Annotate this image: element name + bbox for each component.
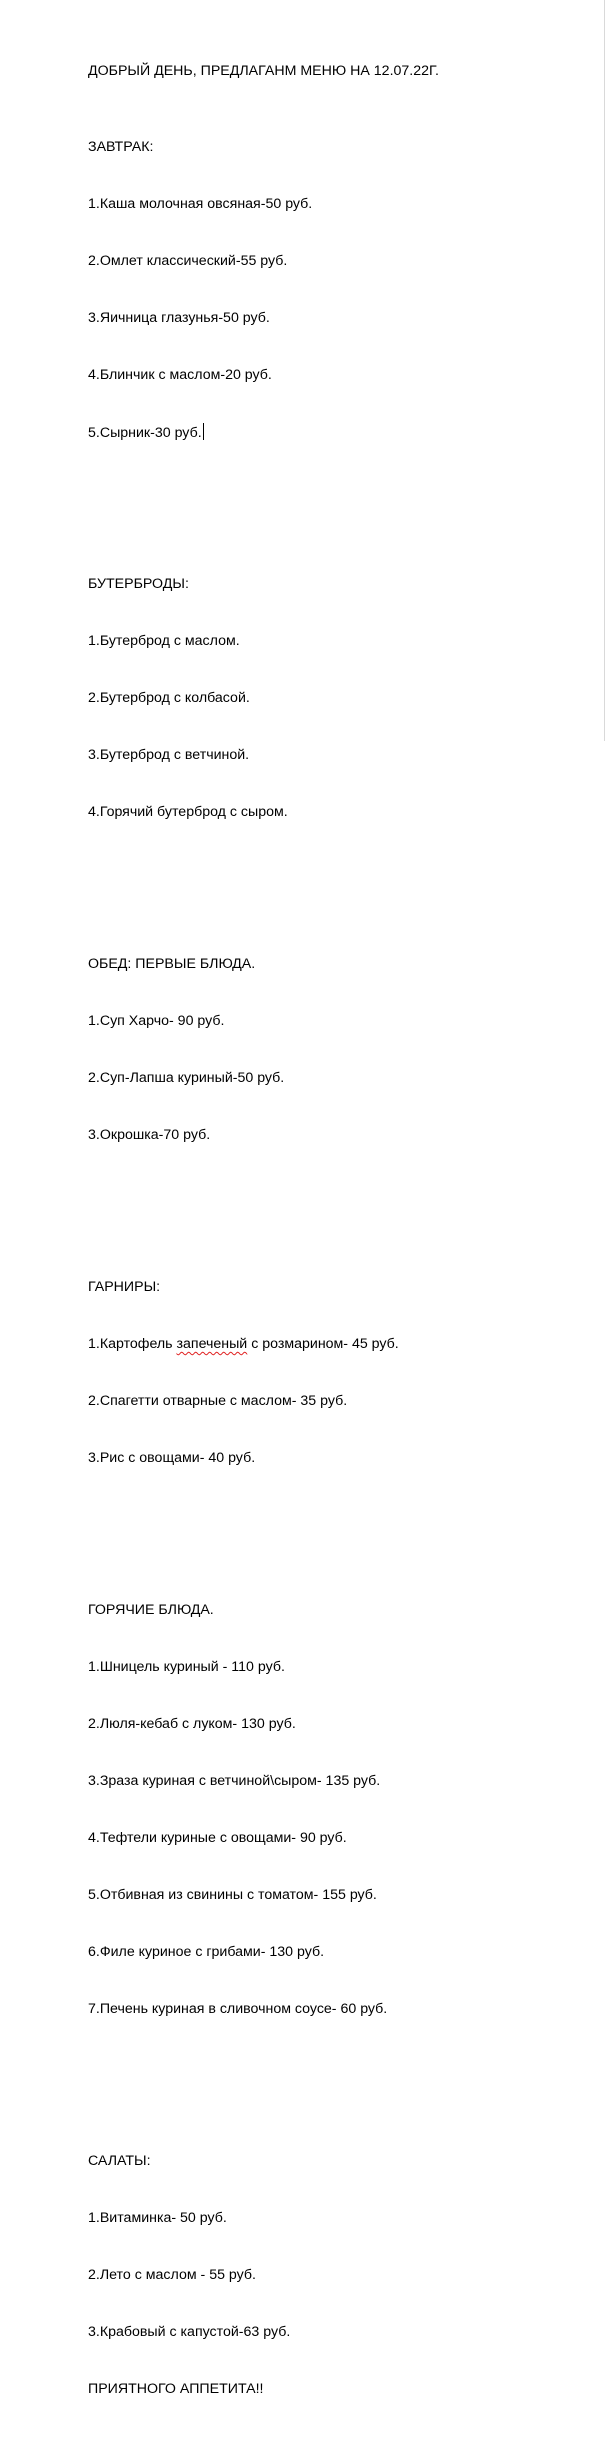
blank-line bbox=[88, 1525, 598, 1544]
hot-dish-item: 1.Шницель куриный - 110 руб. bbox=[88, 1659, 285, 1675]
salad-item: 3.Крабовый с капустой-63 руб. bbox=[88, 2324, 291, 2340]
lunch-item: 2.Суп-Лапша куриный-50 руб. bbox=[88, 1070, 285, 1086]
hot-dish-item: 5.Отбивная из свинины с томатом- 155 руб. bbox=[88, 1887, 377, 1903]
lunch-heading: ОБЕД: ПЕРВЫЕ БЛЮДА. bbox=[88, 956, 256, 972]
side-item: 3.Рис с овощами- 40 руб. bbox=[88, 1450, 256, 1466]
side-item-suffix: с розмарином- 45 руб. bbox=[247, 1336, 399, 1352]
side-item bbox=[88, 1335, 598, 1354]
blank-line bbox=[88, 879, 598, 898]
hot-dishes-heading: ГОРЯЧИЕ БЛЮДА. bbox=[88, 1602, 214, 1618]
sides-heading: ГАРНИРЫ: bbox=[88, 1279, 161, 1295]
breakfast-item: 1.Каша молочная овсяная-50 руб. bbox=[88, 196, 313, 212]
breakfast-item: 2.Омлет классический-55 руб. bbox=[88, 253, 288, 269]
closing-line: ПРИЯТНОГО АППЕТИТА!! bbox=[88, 2381, 264, 2397]
sandwich-item: 1.Бутерброд с маслом. bbox=[88, 633, 240, 649]
hot-dish-item: 3.Зраза куриная с ветчиной\сыром- 135 руб. bbox=[88, 1773, 381, 1789]
hot-dish-item: 2.Люля-кебаб с луком- 130 руб. bbox=[88, 1716, 296, 1732]
sandwich-item: 4.Горячий бутерброд с сыром. bbox=[88, 804, 288, 820]
lunch-item: 1.Суп Харчо- 90 руб. bbox=[88, 1013, 225, 1029]
salads-heading: САЛАТЫ: bbox=[88, 2153, 151, 2169]
sandwiches-heading: БУТЕРБРОДЫ: bbox=[88, 576, 189, 592]
blank-line bbox=[88, 2076, 598, 2095]
hot-dish-item: 7.Печень куриная в сливочном соусе- 60 руб. bbox=[88, 2001, 388, 2017]
hot-dish-item: 4.Тефтели куриные с овощами- 90 руб. bbox=[88, 1830, 347, 1846]
sandwich-item: 2.Бутерброд с колбасой. bbox=[88, 690, 250, 706]
misspelled-word[interactable]: запеченый bbox=[176, 1336, 248, 1352]
document-body[interactable] bbox=[88, 5, 598, 2456]
salad-item: 2.Лето с маслом - 55 руб. bbox=[88, 2267, 256, 2283]
blank-line bbox=[88, 1202, 598, 1221]
breakfast-item: 5.Сырник-30 руб. bbox=[88, 425, 202, 441]
breakfast-heading: ЗАВТРАК: bbox=[88, 139, 154, 155]
menu-title: ДОБРЫЙ ДЕНЬ, ПРЕДЛАГАНМ МЕНЮ НА 12.07.22Г. bbox=[88, 63, 439, 79]
breakfast-item-with-cursor bbox=[88, 423, 598, 442]
sandwich-item: 3.Бутерброд с ветчиной. bbox=[88, 747, 250, 763]
breakfast-item: 3.Яичница глазунья-50 руб. bbox=[88, 310, 270, 326]
side-item-prefix: 1.Картофель bbox=[88, 1336, 177, 1352]
salad-item: 1.Витаминка- 50 руб. bbox=[88, 2210, 227, 2226]
hot-dish-item: 6.Филе куриное с грибами- 130 руб. bbox=[88, 1944, 325, 1960]
breakfast-item: 4.Блинчик с маслом-20 руб. bbox=[88, 367, 272, 383]
side-item: 2.Спагетти отварные с маслом- 35 руб. bbox=[88, 1393, 348, 1409]
text-cursor bbox=[203, 423, 204, 440]
blank-line bbox=[88, 499, 598, 518]
lunch-item: 3.Окрошка-70 руб. bbox=[88, 1127, 211, 1143]
